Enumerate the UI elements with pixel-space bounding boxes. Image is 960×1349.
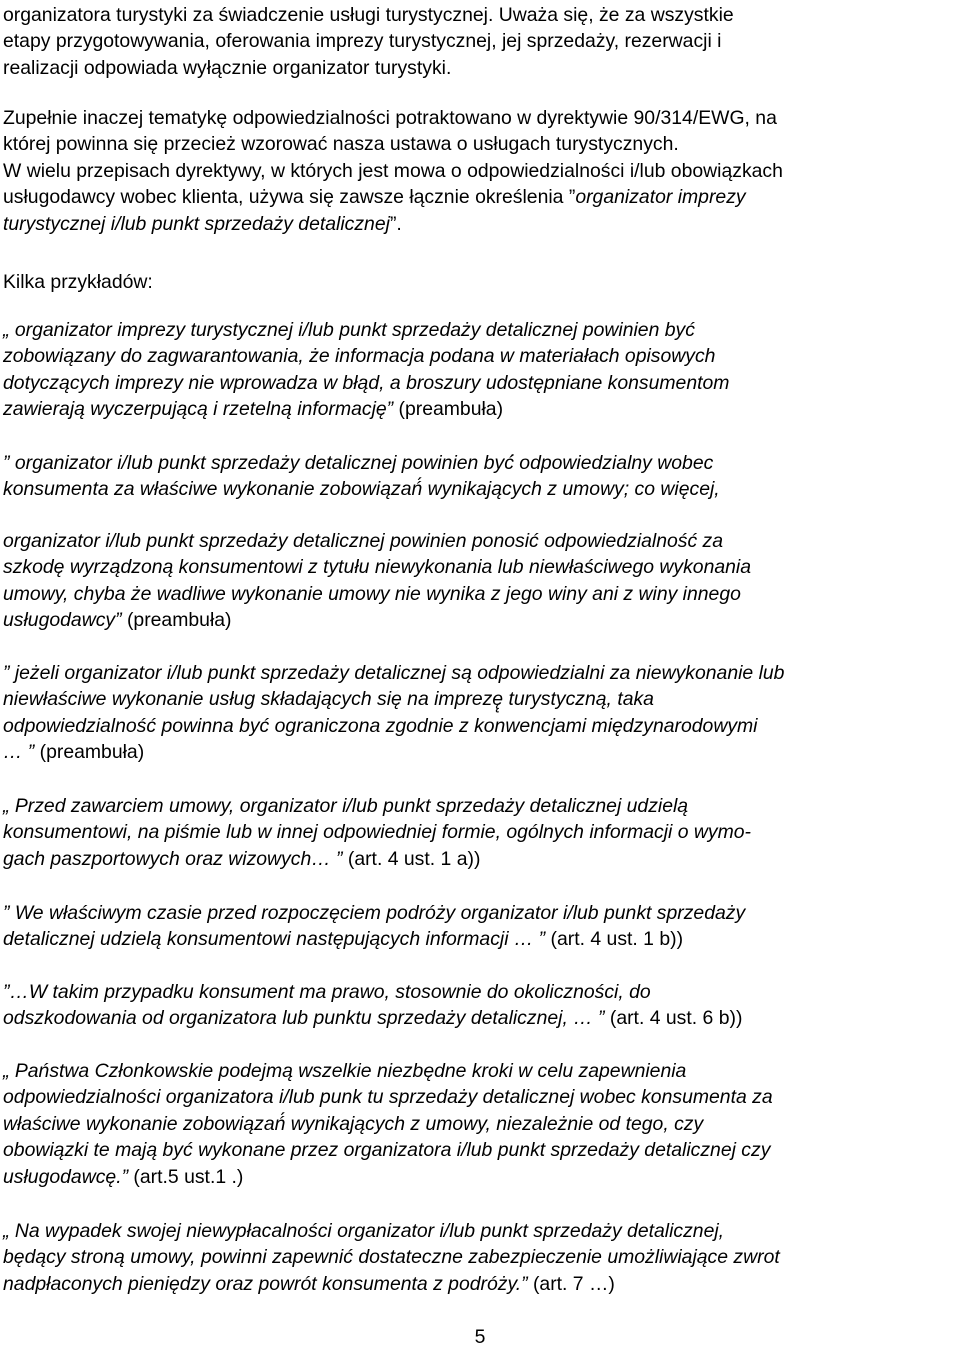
text-line: [3, 1271, 957, 1297]
citation: (art. 4 ust. 6 b)): [604, 1007, 743, 1030]
text-line: ” organizator i/lub punkt sprzedaży detalicznej powinien być́ odpowiedzialny wobec: [3, 452, 714, 474]
citation: (preambuła): [121, 609, 232, 632]
text-line: „ Na wypadek swojej niewypłacalności organizator i/lub punkt sprzedaży detalicznej,: [3, 1220, 725, 1242]
text-line: obowiązki te mają być wykonane przez organizatora i/lub punkt sprzedaży detalicznej czy: [3, 1139, 771, 1162]
text-run: usługodawcę.”: [3, 1165, 129, 1188]
text-line: organizatora turystyki za świadczenie usługi turystycznej. Uważa się, że za wszystkie: [3, 4, 734, 26]
text-line: konsumentowi, na piśmie lub w innej odpowiedniej formie, ogólnych informacji o wymo-: [3, 821, 751, 844]
quote-2: [3, 450, 957, 503]
page-number: 5: [474, 1326, 486, 1348]
text-line: „ Przed zawarciem umowy, organizator i/lub punkt sprzedaży detalicznej udzielą: [3, 795, 689, 817]
text-run: odszkodowania od organizatora lub punktu sprzedaży detalicznej, … ”: [3, 1007, 605, 1030]
text-run: gach paszportowych oraz wizowych… ”: [3, 847, 343, 870]
text-line: Kilka przykładów:: [3, 271, 153, 293]
citation: (art.5 ust.1 .): [128, 1165, 244, 1188]
text-run: usługodawcy wobec klienta, używa się zawsze łącznie określenia ”: [3, 186, 576, 209]
text-line: „ Państwa Członkowskie podejmą wszelkie niezbędne kroki w celu zapewnienia: [3, 1060, 687, 1082]
text-line: [3, 846, 957, 872]
text-line: etapy przygotowywania, oferowania imprezy turystycznej, jej sprzedaży, rezerwacji i: [3, 30, 722, 53]
text-line: odpowiedzialność powinna być ograniczona zgodnie z konwencjami międzynarodowymi: [3, 714, 758, 737]
citation: (preambuła): [34, 741, 145, 764]
text-run: detalicznej udzielą konsumentowi następujących informacji … ”: [3, 928, 546, 951]
text-line: [3, 184, 957, 210]
text-line: realizacji odpowiada wyłącznie organizator turystyki.: [3, 56, 452, 79]
quote-6: [3, 900, 957, 953]
quote-7: [3, 979, 957, 1032]
text-line: ” We właściwym czasie przed rozpoczęciem podróży organizator i/lub punkt sprzedaży: [3, 902, 746, 924]
text-run: usługodawcy”: [3, 609, 122, 632]
text-line: [3, 926, 957, 952]
paragraph-directive: [3, 105, 957, 237]
quote-5: [3, 793, 957, 872]
text-line: organizator i/lub punkt sprzedaży detalicznej powinien ponosić odpowiedzialność za: [3, 530, 724, 552]
quote-1: [3, 317, 957, 423]
citation: (preambuła): [393, 398, 504, 421]
text-line: [3, 739, 957, 765]
text-line: odpowiedzialności organizatora i/lub punk tu sprzedaży detalicznej wobec konsumenta za: [3, 1086, 773, 1109]
text-line: będący stroną umowy, powinni zapewnić dostateczne zabezpieczenie umożliwiające zwrot: [3, 1246, 780, 1269]
emphasis-term: turystycznej i/lub punkt sprzedaży detalicznej: [3, 212, 390, 235]
text-line: niewłaściwe wykonanie usług składających się na imprezę̨ turystyczną, taka: [3, 688, 654, 711]
text-line: ” jeżeli organizator i/lub punkt sprzedaży detalicznej są odpowiedzialni za niewykonanie lub: [3, 662, 785, 684]
text-line: „ organizator imprezy turystycznej i/lub punkt sprzedaży detalicznej powinien być: [3, 319, 695, 341]
text-run: ”.: [389, 212, 402, 235]
text-line: umowy, chyba że wadliwe wykonanie umowy nie wynika z jego winy ani z winy innego: [3, 582, 741, 605]
quote-3: [3, 528, 957, 634]
quote-8: [3, 1058, 957, 1190]
text-line: [3, 1005, 957, 1031]
citation: (art. 7 …): [527, 1272, 615, 1295]
paragraph-intro: [3, 2, 957, 81]
examples-heading: [3, 269, 957, 295]
text-line: zobowiązany do zagwarantowania, że informacja podana w materiałach opisowych: [3, 345, 716, 368]
text-line: W wielu przepisach dyrektywy, w których jest mowa o odpowiedzialności i/lub obowiązkach: [3, 159, 783, 182]
citation: (art. 4 ust. 1 a)): [342, 847, 481, 870]
text-line: właściwe wykonanie zobowiązań́ wynikających z umowy, niezależnie od tego, czy: [3, 1112, 704, 1135]
text-line: której powinna się przecież wzorować nasza ustawa o usługach turystycznych.: [3, 133, 679, 156]
text-line: dotyczących imprezy nie wprowadza w błąd, a broszury udostępniane konsumentom: [3, 371, 730, 394]
text-line: [3, 1164, 957, 1190]
citation: (art. 4 ust. 1 b)): [545, 928, 684, 951]
text-run: … ”: [3, 741, 35, 764]
quote-4: [3, 660, 957, 766]
text-line: [3, 396, 957, 422]
text-line: konsumenta za właściwe wykonanie zobowiązań́ wynikających z umowy; co więcej,: [3, 478, 720, 501]
text-run: zawierają wyczerpującą i rzetelną informację”: [3, 398, 394, 421]
quote-9: [3, 1218, 957, 1297]
text-line: [3, 607, 957, 633]
text-line: szkodę wyrządzoną konsumentowi z tytułu niewykonania lub niewłaściwego wykonania: [3, 556, 752, 579]
text-run: nadpłaconych pieniędzy oraz powrót konsumenta z podróży.”: [3, 1272, 528, 1295]
text-line: [3, 211, 957, 237]
text-line: Zupełnie inaczej tematykę odpowiedzialności potraktowano w dyrektywie 90/314/EWG, na: [3, 107, 777, 129]
text-line: ”…W takim przypadku konsument ma prawo, stosownie do okoliczności, do: [3, 981, 651, 1003]
emphasis-term: organizator imprezy: [575, 186, 746, 209]
